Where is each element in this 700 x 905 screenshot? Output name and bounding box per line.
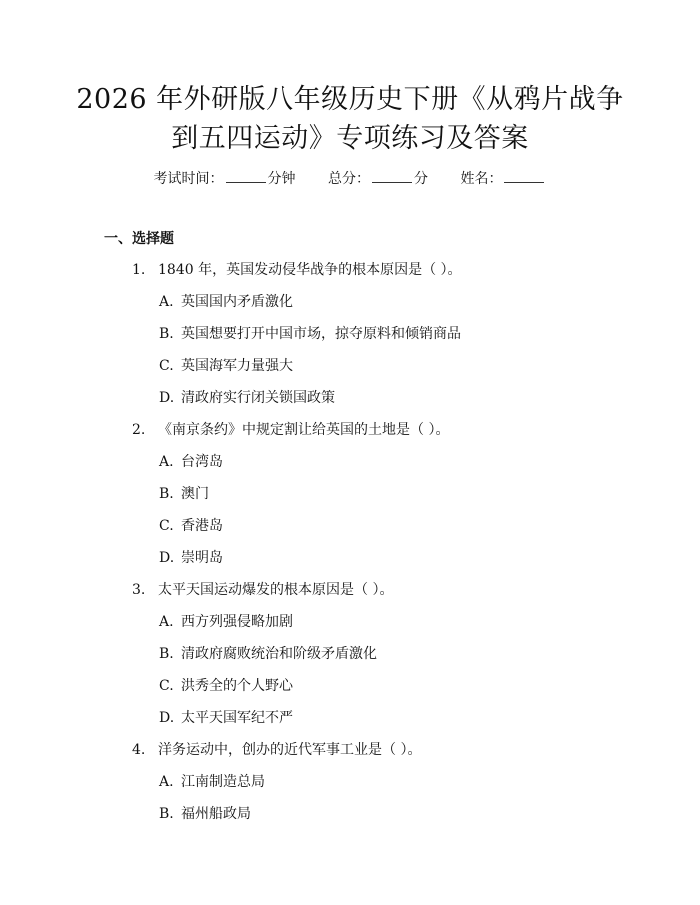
student-name-label: 姓名： (460, 171, 503, 187)
exam-info-line (0, 170, 700, 188)
option-text: 太平天国军纪不严 (181, 710, 293, 726)
option-text: 英国国内矛盾激化 (181, 294, 293, 310)
option-text: 台湾岛 (181, 454, 223, 470)
question-number: 2. (132, 422, 146, 438)
question-4-option-a (159, 773, 265, 791)
question-text: 太平天国运动爆发的根本原因是（ ）。 (158, 582, 394, 598)
option-text: 福州船政局 (181, 806, 251, 822)
option-letter: A. (159, 454, 174, 470)
question-1-option-c (159, 357, 293, 375)
document-title-line-2: 到五四运动》专项练习及答案 (171, 123, 529, 154)
question-text: 1840 年，英国发动侵华战争的根本原因是（ ）。 (158, 262, 462, 278)
question-2-option-c (159, 517, 223, 535)
option-letter: B. (159, 326, 174, 342)
question-text: 《南京条约》中规定割让给英国的土地是（ ）。 (158, 422, 450, 438)
student-name-field (460, 171, 546, 187)
question-1 (132, 261, 462, 279)
option-letter: C. (159, 678, 174, 694)
option-text: 崇明岛 (181, 550, 223, 566)
question-text: 洋务运动中，创办的近代军事工业是（ ）。 (158, 742, 422, 758)
section-title: 一、选择题 (104, 231, 174, 247)
option-letter: B. (159, 646, 174, 662)
question-1-option-d (159, 389, 335, 407)
question-2-option-d (159, 549, 223, 567)
question-4 (132, 741, 421, 759)
total-score-blank (372, 170, 412, 183)
option-text: 英国海军力量强大 (181, 358, 293, 374)
option-letter: A. (159, 614, 174, 630)
option-text: 香港岛 (181, 518, 223, 534)
document-title-line-1: 2026 年外研版八年级历史下册《从鸦片战争 (76, 84, 624, 115)
option-letter: B. (159, 486, 174, 502)
option-letter: D. (159, 390, 175, 406)
option-letter: D. (159, 710, 175, 726)
option-text: 清政府腐败统治和阶级矛盾激化 (181, 646, 377, 662)
exam-time-unit: 分钟 (267, 171, 296, 187)
question-3-option-c (159, 677, 293, 695)
question-3-option-a (159, 613, 293, 631)
option-letter: D. (159, 550, 175, 566)
question-1-option-a (159, 293, 293, 311)
question-number: 3. (132, 582, 146, 598)
exam-time-label: 考试时间： (153, 171, 224, 187)
question-3-option-b (159, 645, 377, 663)
option-letter: A. (159, 774, 174, 790)
option-text: 英国想要打开中国市场，掠夺原料和倾销商品 (181, 326, 461, 342)
question-2 (132, 421, 449, 439)
question-3 (132, 581, 393, 599)
student-name-blank (504, 170, 544, 183)
question-2-option-b (159, 485, 209, 503)
option-letter: A. (159, 294, 174, 310)
question-4-option-b (159, 805, 251, 823)
question-number: 1. (132, 262, 146, 278)
question-1-option-b (159, 325, 461, 343)
option-letter: B. (159, 806, 174, 822)
question-number: 4. (132, 742, 146, 758)
option-text: 西方列强侵略加剧 (181, 614, 293, 630)
exam-time-field (154, 171, 300, 187)
question-2-option-a (159, 453, 223, 471)
option-text: 洪秀全的个人野心 (181, 678, 293, 694)
total-score-unit: 分 (414, 171, 428, 187)
option-text: 清政府实行闭关锁国政策 (181, 390, 335, 406)
exam-time-blank (226, 170, 266, 183)
option-letter: C. (159, 358, 174, 374)
option-letter: C. (159, 518, 174, 534)
option-text: 江南制造总局 (181, 774, 265, 790)
total-score-field (328, 171, 432, 187)
question-3-option-d (159, 709, 293, 727)
option-text: 澳门 (181, 486, 209, 502)
total-score-label: 总分： (328, 171, 370, 187)
